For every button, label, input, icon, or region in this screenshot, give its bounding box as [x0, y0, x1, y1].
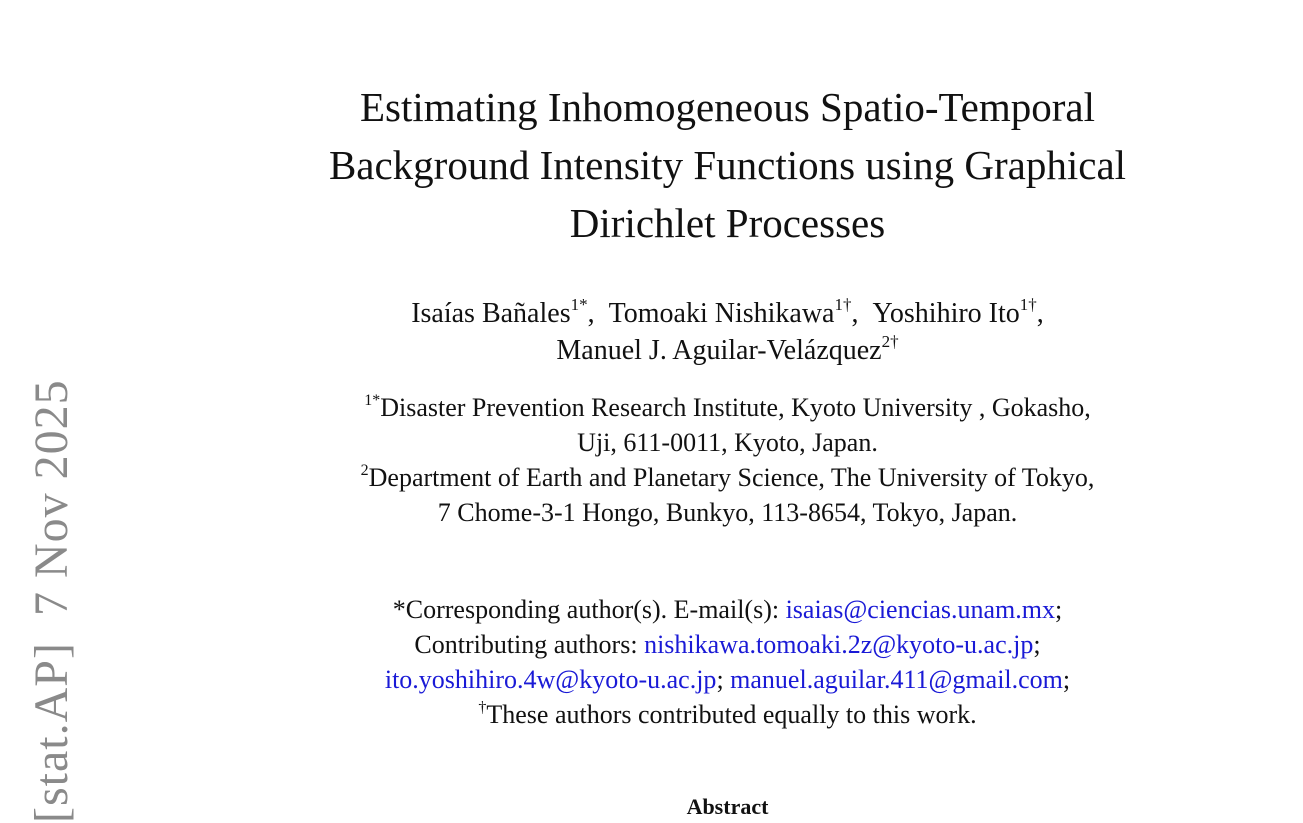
author-mark: 1†	[834, 295, 852, 314]
arxiv-date: 7 Nov 2025	[25, 379, 78, 617]
equal-contribution-note: †These authors contributed equally to this work.	[478, 699, 977, 729]
contributing-email-link[interactable]: manuel.aguilar.411@gmail.com	[730, 665, 1063, 694]
affiliation-mark: 2	[360, 462, 369, 479]
contributing-line: Contributing authors: nishikawa.tomoaki.2z@kyoto-u.ac.jp;	[414, 630, 1041, 659]
author-name: Yoshihiro Ito	[872, 298, 1020, 329]
author-mark: 2†	[881, 332, 899, 351]
corresponding-line: *Corresponding author(s). E-mail(s): isaias@ciencias.unam.mx;	[392, 595, 1063, 624]
affiliation-mark: 1*	[364, 392, 381, 409]
author-name: Manuel J. Aguilar-Velázquez	[556, 335, 882, 366]
contact-info	[240, 592, 1215, 732]
author-line-2	[240, 332, 1215, 369]
author-line-1: Isaías Bañales$^{1*}$, Tomoaki Nishikawa$^{1\dagger}$, Yoshihiro Ito$^{1\dagger}$,	[411, 295, 1044, 329]
author-list	[240, 295, 1215, 369]
author-mark: 1†	[1019, 295, 1037, 314]
affiliation-2-cont: 7 Chome-3-1 Hongo, Bunkyo, 113-8654, Tokyo, Japan.	[437, 498, 1018, 527]
arxiv-stamp	[25, 379, 78, 823]
dagger-mark: †	[478, 699, 487, 716]
affiliation-list	[240, 390, 1215, 530]
author-name: Tomoaki Nishikawa	[608, 298, 835, 329]
title-line: Background Intensity Functions using Graphical	[328, 142, 1127, 188]
corresponding-email-link[interactable]: isaias@ciencias.unam.mx	[785, 595, 1055, 624]
abstract-heading: Abstract	[686, 794, 769, 819]
author-mark: 1*	[570, 295, 588, 314]
author-name: Isaías Bañales	[411, 298, 571, 329]
affiliation-2: $^2$Department of Earth and Planetary Science, The University of Tokyo,	[360, 462, 1095, 492]
affiliation-1: $^{1*}$Disaster Prevention Research Institute, Kyoto University , Gokasho,	[364, 392, 1091, 422]
affiliation-1-cont: Uji, 611-0011, Kyoto, Japan.	[577, 428, 878, 457]
title-line: Dirichlet Processes	[569, 200, 886, 246]
contributing-email-link[interactable]: ito.yoshihiro.4w@kyoto-u.ac.jp	[384, 665, 717, 694]
arxiv-category: [stat.AP]	[25, 642, 78, 823]
contributing-email-link[interactable]: nishikawa.tomoaki.2z@kyoto-u.ac.jp	[644, 630, 1034, 659]
title-line: Estimating Inhomogeneous Spatio-Temporal	[360, 84, 1095, 130]
paper-title	[240, 78, 1215, 252]
contributing-line-2: ito.yoshihiro.4w@kyoto-u.ac.jp; manuel.aguilar.411@gmail.com;	[384, 665, 1071, 694]
